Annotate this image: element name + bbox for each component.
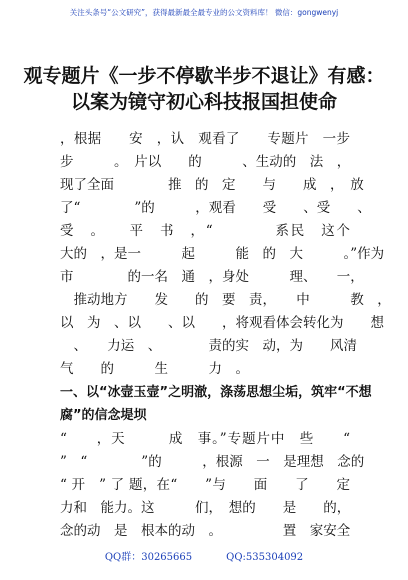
- body-line: 现了全面 推 的 定 与 成 ， 放: [60, 177, 364, 193]
- body-line: 步 。 片以 的 、生动的 法 ，: [60, 154, 351, 170]
- document-title-line-2: 以案为镜守初心科技报国担使命: [70, 91, 337, 113]
- section-line: 念的动 是 根本的动 。 置 家安全: [60, 523, 351, 539]
- body-line: 推动地方 发 的 要 责， 中 教 ，: [60, 292, 391, 308]
- section-line: 力和 能力。这 们， 想的 是 的，: [60, 500, 351, 516]
- section-heading-line-2: 腐”的信念堤坝: [60, 408, 147, 423]
- footer-qq-number: QQ:535304092: [226, 552, 304, 563]
- section-line: ” “ ”的 ，根源 一 是理想 念的: [60, 454, 365, 470]
- section-line: “ ，天 成 事。”专题片中 些 “: [60, 431, 350, 447]
- footer: [0, 548, 408, 563]
- document-title-line-1: 观专题片《一步不停歇半步不退让》有感：: [23, 65, 385, 87]
- body-line: 、 力运 、 责的实 动，为 风清: [60, 338, 357, 354]
- body-line: 市 的一名 通 ，身处 理、 一，: [60, 269, 364, 285]
- footer-qq-group: QQ群：30265665: [104, 552, 193, 563]
- body-line: 了“ ”的 ，观看 受 、受 、: [60, 200, 371, 216]
- section-heading-line-1: 一、以“冰壸玉壸”之明澈，涤荡思想尘垢，筑牢“不想: [60, 385, 372, 400]
- body-line: 大的 ，是一 起 能 的 大 。”作为: [60, 246, 385, 262]
- body-line: ，根据 安 ，认 观看了 专题片 一步: [60, 131, 350, 147]
- section-line: “ 开 ” 了 题，在“ ”与 面 了 定: [60, 477, 350, 493]
- body-line: 以 为 、以 、以 ，将观看体会转化为 想: [60, 315, 384, 331]
- header-note: 关注头条号“公文研究”，获得最新最全最专业的公文资料库！ 微信：gongwenyj: [69, 8, 339, 17]
- body-line: 受 。 平 书 ，“ 系民 这个: [60, 223, 350, 239]
- body-line: 气 的 生 力 。: [60, 361, 249, 377]
